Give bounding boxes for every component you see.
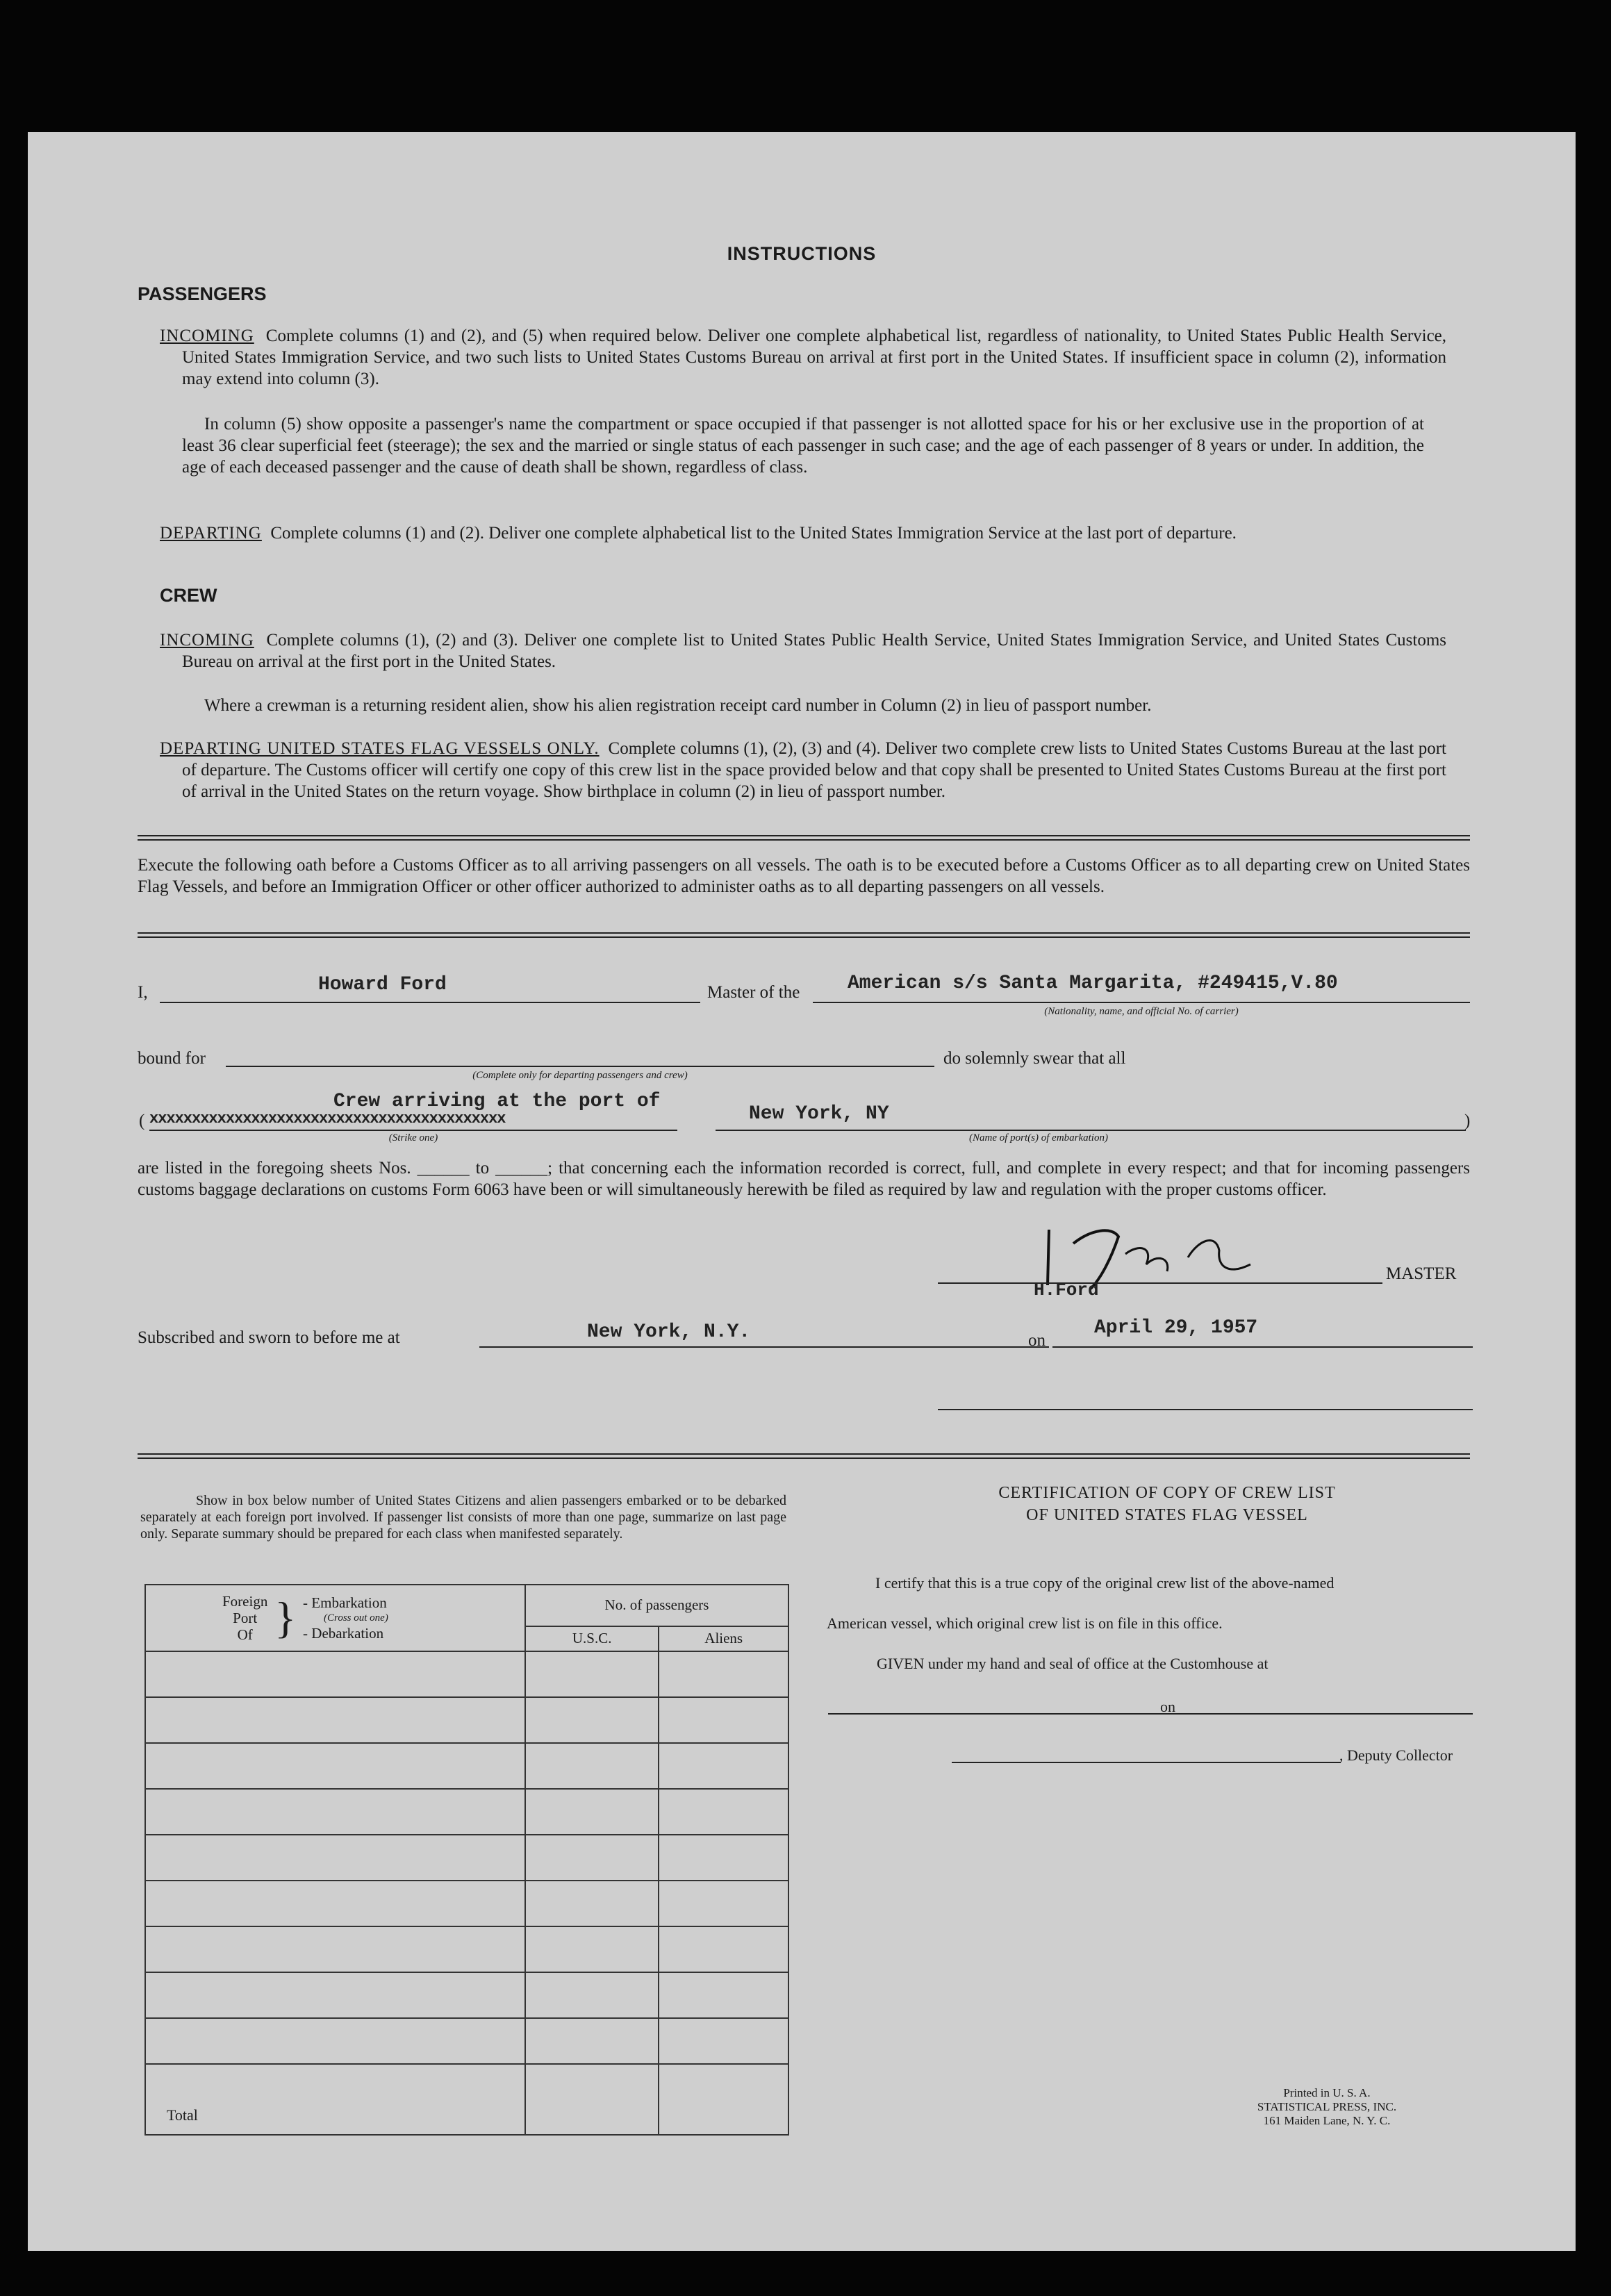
table-row	[145, 1651, 788, 1697]
cert-on-label: on	[1160, 1698, 1175, 1715]
table-row	[145, 1926, 788, 1972]
port-label: Port	[233, 1609, 258, 1626]
crew-incoming-paragraph	[160, 629, 1446, 672]
port-line	[716, 1130, 1466, 1131]
master-label: MASTER	[1386, 1264, 1457, 1283]
sworn-place[interactable]: New York, N.Y.	[587, 1321, 751, 1343]
deputy-collector-label: , Deputy Collector	[1339, 1746, 1453, 1764]
table-row	[145, 1789, 788, 1835]
crew-incoming-label: INCOMING	[160, 631, 254, 650]
oath-intro: Execute the following oath before a Customs Officer as to all arriving passengers on all vessels. The oath is to be executed before a Customs Officer as to all departing crew on United States Flag Vessels, and before an Immigration Officer or other officer authorized to administer oaths as to all departing passengers on all vessels.	[138, 856, 1470, 896]
no-of-passengers-header: No. of passengers	[525, 1585, 788, 1626]
crew-heading: CREW	[160, 585, 217, 606]
table-row	[145, 1972, 788, 2018]
departing-text: Complete columns (1) and (2). Deliver one complete alphabetical list to the United States Immigration Service at the last port of departure.	[270, 524, 1237, 543]
deputy-collector-line[interactable]	[952, 1762, 1341, 1763]
cert-date-line[interactable]	[1181, 1713, 1473, 1715]
port-caption: (Name of port(s) of embarkation)	[969, 1132, 1108, 1143]
customhouse-line[interactable]	[828, 1713, 1181, 1715]
master-signature-line	[938, 1282, 1382, 1284]
bound-for-label: bound for	[138, 1049, 206, 1068]
summary-instruction: Show in box below number of United States Citizens and alien passengers embarked or to be debarked separately at each foreign port involved. If passenger list consists of more than one page, summarize on last page only. Separate summary should be prepared for each class when manifested separately.	[140, 1493, 786, 1542]
vessel-name[interactable]: American s/s Santa Margarita, #249415,V.80	[848, 973, 1338, 994]
debarkation-label: - Debarkation	[303, 1624, 384, 1642]
departing-label: DEPARTING	[160, 524, 262, 543]
crew-departing-label: DEPARTING UNITED STATES FLAG VESSELS ONLY.	[160, 739, 600, 758]
officer-signature-line	[938, 1409, 1473, 1410]
sworn-date[interactable]: April 29, 1957	[1094, 1317, 1258, 1339]
divider-rule	[138, 932, 1470, 938]
vessel-line	[813, 1002, 1470, 1003]
i-label: I,	[138, 983, 148, 1002]
certification-title-2: OF UNITED STATES FLAG VESSEL	[1026, 1506, 1308, 1524]
passenger-summary-table	[144, 1584, 789, 2136]
vessel-caption: (Nationality, name, and official No. of carrier)	[1044, 1006, 1239, 1017]
foreign-label: Foreign	[222, 1592, 268, 1610]
table-row	[145, 1743, 788, 1789]
cross-out-label: (Cross out one)	[324, 1612, 388, 1624]
crew-resident-paragraph: Where a crewman is a returning resident alien, show his alien registration receipt card number in Column (2) in lieu of passport number.	[204, 696, 1152, 715]
master-name-line	[160, 1002, 700, 1003]
printer-imprint	[1223, 2086, 1431, 2128]
passengers-incoming-paragraph	[160, 325, 1446, 390]
column5-paragraph: In column (5) show opposite a passenger's name the compartment or space occupied if that passenger is not allotted space for his or her exclusive use in the proportion of at least 36 clear superficial feet (steerage); the sex and the married or single status of each passenger in such case; and the age of each passenger of 8 years or under. In addition, the age of each deceased passenger and the cause of death shall be shown, regardless of class.	[182, 415, 1424, 477]
crew-arriving-text[interactable]: Crew arriving at the port of	[333, 1091, 661, 1112]
passengers-departing-paragraph	[160, 522, 1446, 544]
table-row	[145, 1881, 788, 1926]
master-name[interactable]: Howard Ford	[318, 974, 447, 996]
certification-title-1: CERTIFICATION OF COPY OF CREW LIST	[998, 1484, 1336, 1502]
of-label: Of	[237, 1626, 253, 1643]
incoming-text: Complete columns (1) and (2), and (5) when required below. Deliver one complete alphabetical list, regardless of nationality, to United States Public Health Service, United States Immigration Service, and two such lists to United States Customs Bureau on arrival at first port in the United States. If insufficient space in column (2), information may extend into column (3).	[182, 327, 1447, 388]
passengers-heading: PASSENGERS	[138, 283, 267, 304]
sworn-place-line	[479, 1346, 1049, 1348]
total-label: Total	[145, 2064, 525, 2135]
printer-line-1: Printed in U. S. A.	[1283, 2086, 1371, 2099]
bound-for-line	[226, 1066, 934, 1067]
divider-rule	[138, 835, 1470, 841]
incoming-label: INCOMING	[160, 327, 254, 345]
printer-line-2: STATISTICAL PRESS, INC.	[1257, 2100, 1397, 2113]
table-row	[145, 1697, 788, 1743]
crew-departing-paragraph	[160, 738, 1446, 802]
crew-departing-text: Complete columns (1), (2), (3) and (4). Deliver two complete crew lists to United States Customs Bureau at the last port of departure. The Customs officer will certify one copy of this crew list in the space provided below and that copy shall be presented to United States Customs Bureau at the first port of arrival in the United States on the return voyage. Show birthplace in column (2) in lieu of passport number.	[182, 739, 1446, 801]
total-row	[145, 2064, 788, 2135]
aliens-header: Aliens	[659, 1626, 788, 1651]
listed-paragraph: are listed in the foregoing sheets Nos. ______ to ______; that concerning each the information recorded is correct, full, and complete in every respect; and that for incoming passengers customs baggage declarations on customs Form 6063 have been or will simultaneously herewith be filed as required by law and regulation with the proper customs officer.	[138, 1159, 1470, 1199]
certify-line-2: American vessel, which original crew list is on file in this office.	[827, 1614, 1223, 1632]
crew-incoming-text: Complete columns (1), (2) and (3). Deliver one complete list to United States Public Health Service, United States Immigration Service, and United States Customs Bureau on arrival at the first port in the United States.	[182, 631, 1447, 671]
signature-typed: H.Ford	[1034, 1280, 1099, 1300]
form-page: INSTRUCTIONS PASSENGERS INCOMING Complete columns (1) and (2), and (5) when required below. Deliver one complete alphabetical list, regardless of nationality, to United States Public Health Service, United States Immigration Service, and two such lists to United States Customs Bureau on arrival at first port in the United States. If insufficient space in column (2), information may extend into column (3). In column (5) show opposite a passenger's name the compartment or space occupied if that passenger is not allotted space for his or her exclusive use in the proportion of at least 36 clear superficial feet (steerage); the sex and the married or single status of each passenger in such case; and the age of each passenger of 8 years or under. In addition, the age of each deceased passenger and the cause of death shall be shown, regardless of class. DEPARTING Complete columns (1) and (2). Deliver one complete alphabetical list to the United States Immigration Service at the last port of departure. CREW INCOMING Complete columns (1), (2) and (3). Deliver one complete list to United States Public Health Service, United States Immigration Service, and United States Customs Bureau on arrival at the first port in the United States. Where a crewman is a returning resident alien, show his alien registration receipt card number in Column (2) in lieu of passport number. DEPARTING UNITED STATES FLAG VESSELS ONLY. Complete columns (1), (2), (3) and (4). Deliver two complete crew lists to United States Customs Bureau at the last port of departure. The Customs officer will certify one copy of this crew list in the space provided below and that copy shall be presented to United States Customs Bureau at the first port of arrival in the United States on the return voyage. Show birthplace in column (2) in lieu of passport number. Execute the following oath before a Customs Officer as to all arriving passengers on all vessels. The oath is to be executed before a Customs Officer as to all departing crew on United States Flag Vessels, and before an Immigration Officer or other officer authorized to administer oaths as to all departing passengers on all vessels. I, Howard Ford Master of the American s/s Santa Margarita, #249415,V.80 (Nationality, name, and official No. of carrier) bound for (Complete only for departing passengers and crew) do solemnly swear that all Crew arriving at the port of ( xxxxxxxxxxxxxxxxxxxxxxxxxxxxxxxxxxxxxxxxxx (Strike one) New York, NY ) (Name of port(s) of embarkation) are listed in the foregoing sheets Nos. ______ to ______; that concerning each the information recorded is correct, full, and complete in every respect; and that for incoming passengers customs baggage declarations on customs Form 6063 have been or will simultaneously herewith be filed as required by law and regulation with the proper customs officer. MASTER H.Ford Subscribed and sworn to before me at New York, N.Y. on April 29, 1957 Show in box below number of United States Citizens and alien passengers embarked or to be debarked separately at each foreign port involved. If passenger list consists of more than one page, summarize on last page only. Separate summary should be prepared for each class when manifested separately. Foreign Port Of } - Embarkation (Cross out one) - Debarkation No. of passengers U.S.C. Aliens Total CERTIFICATION OF COPY OF CREW LIST OF UNITED STATES FLAG VESSEL I certify that this is a true copy of the original crew list of the above-named American vessel, which original crew list is on file in this office. GIVEN under my hand and seal of office at the Customhouse at on , Deputy Collector Printed in U. S. A. STATISTICAL PRESS, INC. 161 Maiden Lane, N. Y. C.	[28, 132, 1576, 2251]
usc-header: U.S.C.	[525, 1626, 659, 1651]
embarkation-label: - Embarkation	[303, 1594, 387, 1611]
certify-line-1: I certify that this is a true copy of the original crew list of the above-named	[875, 1574, 1335, 1592]
divider-rule	[138, 1453, 1470, 1459]
strike-caption: (Strike one)	[388, 1132, 438, 1143]
sworn-date-line	[1052, 1346, 1473, 1348]
table-row	[145, 2018, 788, 2064]
subscribed-label: Subscribed and sworn to before me at	[138, 1328, 400, 1347]
sworn-on-label: on	[1028, 1331, 1046, 1350]
strike-line	[149, 1130, 677, 1131]
struck-out-text: xxxxxxxxxxxxxxxxxxxxxxxxxxxxxxxxxxxxxxxxxx	[149, 1110, 506, 1128]
master-of-label: Master of the	[707, 983, 800, 1002]
bound-for-caption: (Complete only for departing passengers and crew)	[472, 1070, 688, 1081]
solemnly-label: do solemnly swear that all	[943, 1049, 1126, 1068]
port-of-embarkation[interactable]: New York, NY	[749, 1103, 889, 1125]
printer-line-3: 161 Maiden Lane, N. Y. C.	[1263, 2114, 1391, 2127]
foreign-port-header: Foreign Port Of } - Embarkation (Cross out one) - Debarkation	[145, 1585, 525, 1651]
instructions-title: INSTRUCTIONS	[727, 243, 877, 264]
certify-line-3: GIVEN under my hand and seal of office at the Customhouse at	[877, 1655, 1269, 1672]
table-row	[145, 1835, 788, 1881]
